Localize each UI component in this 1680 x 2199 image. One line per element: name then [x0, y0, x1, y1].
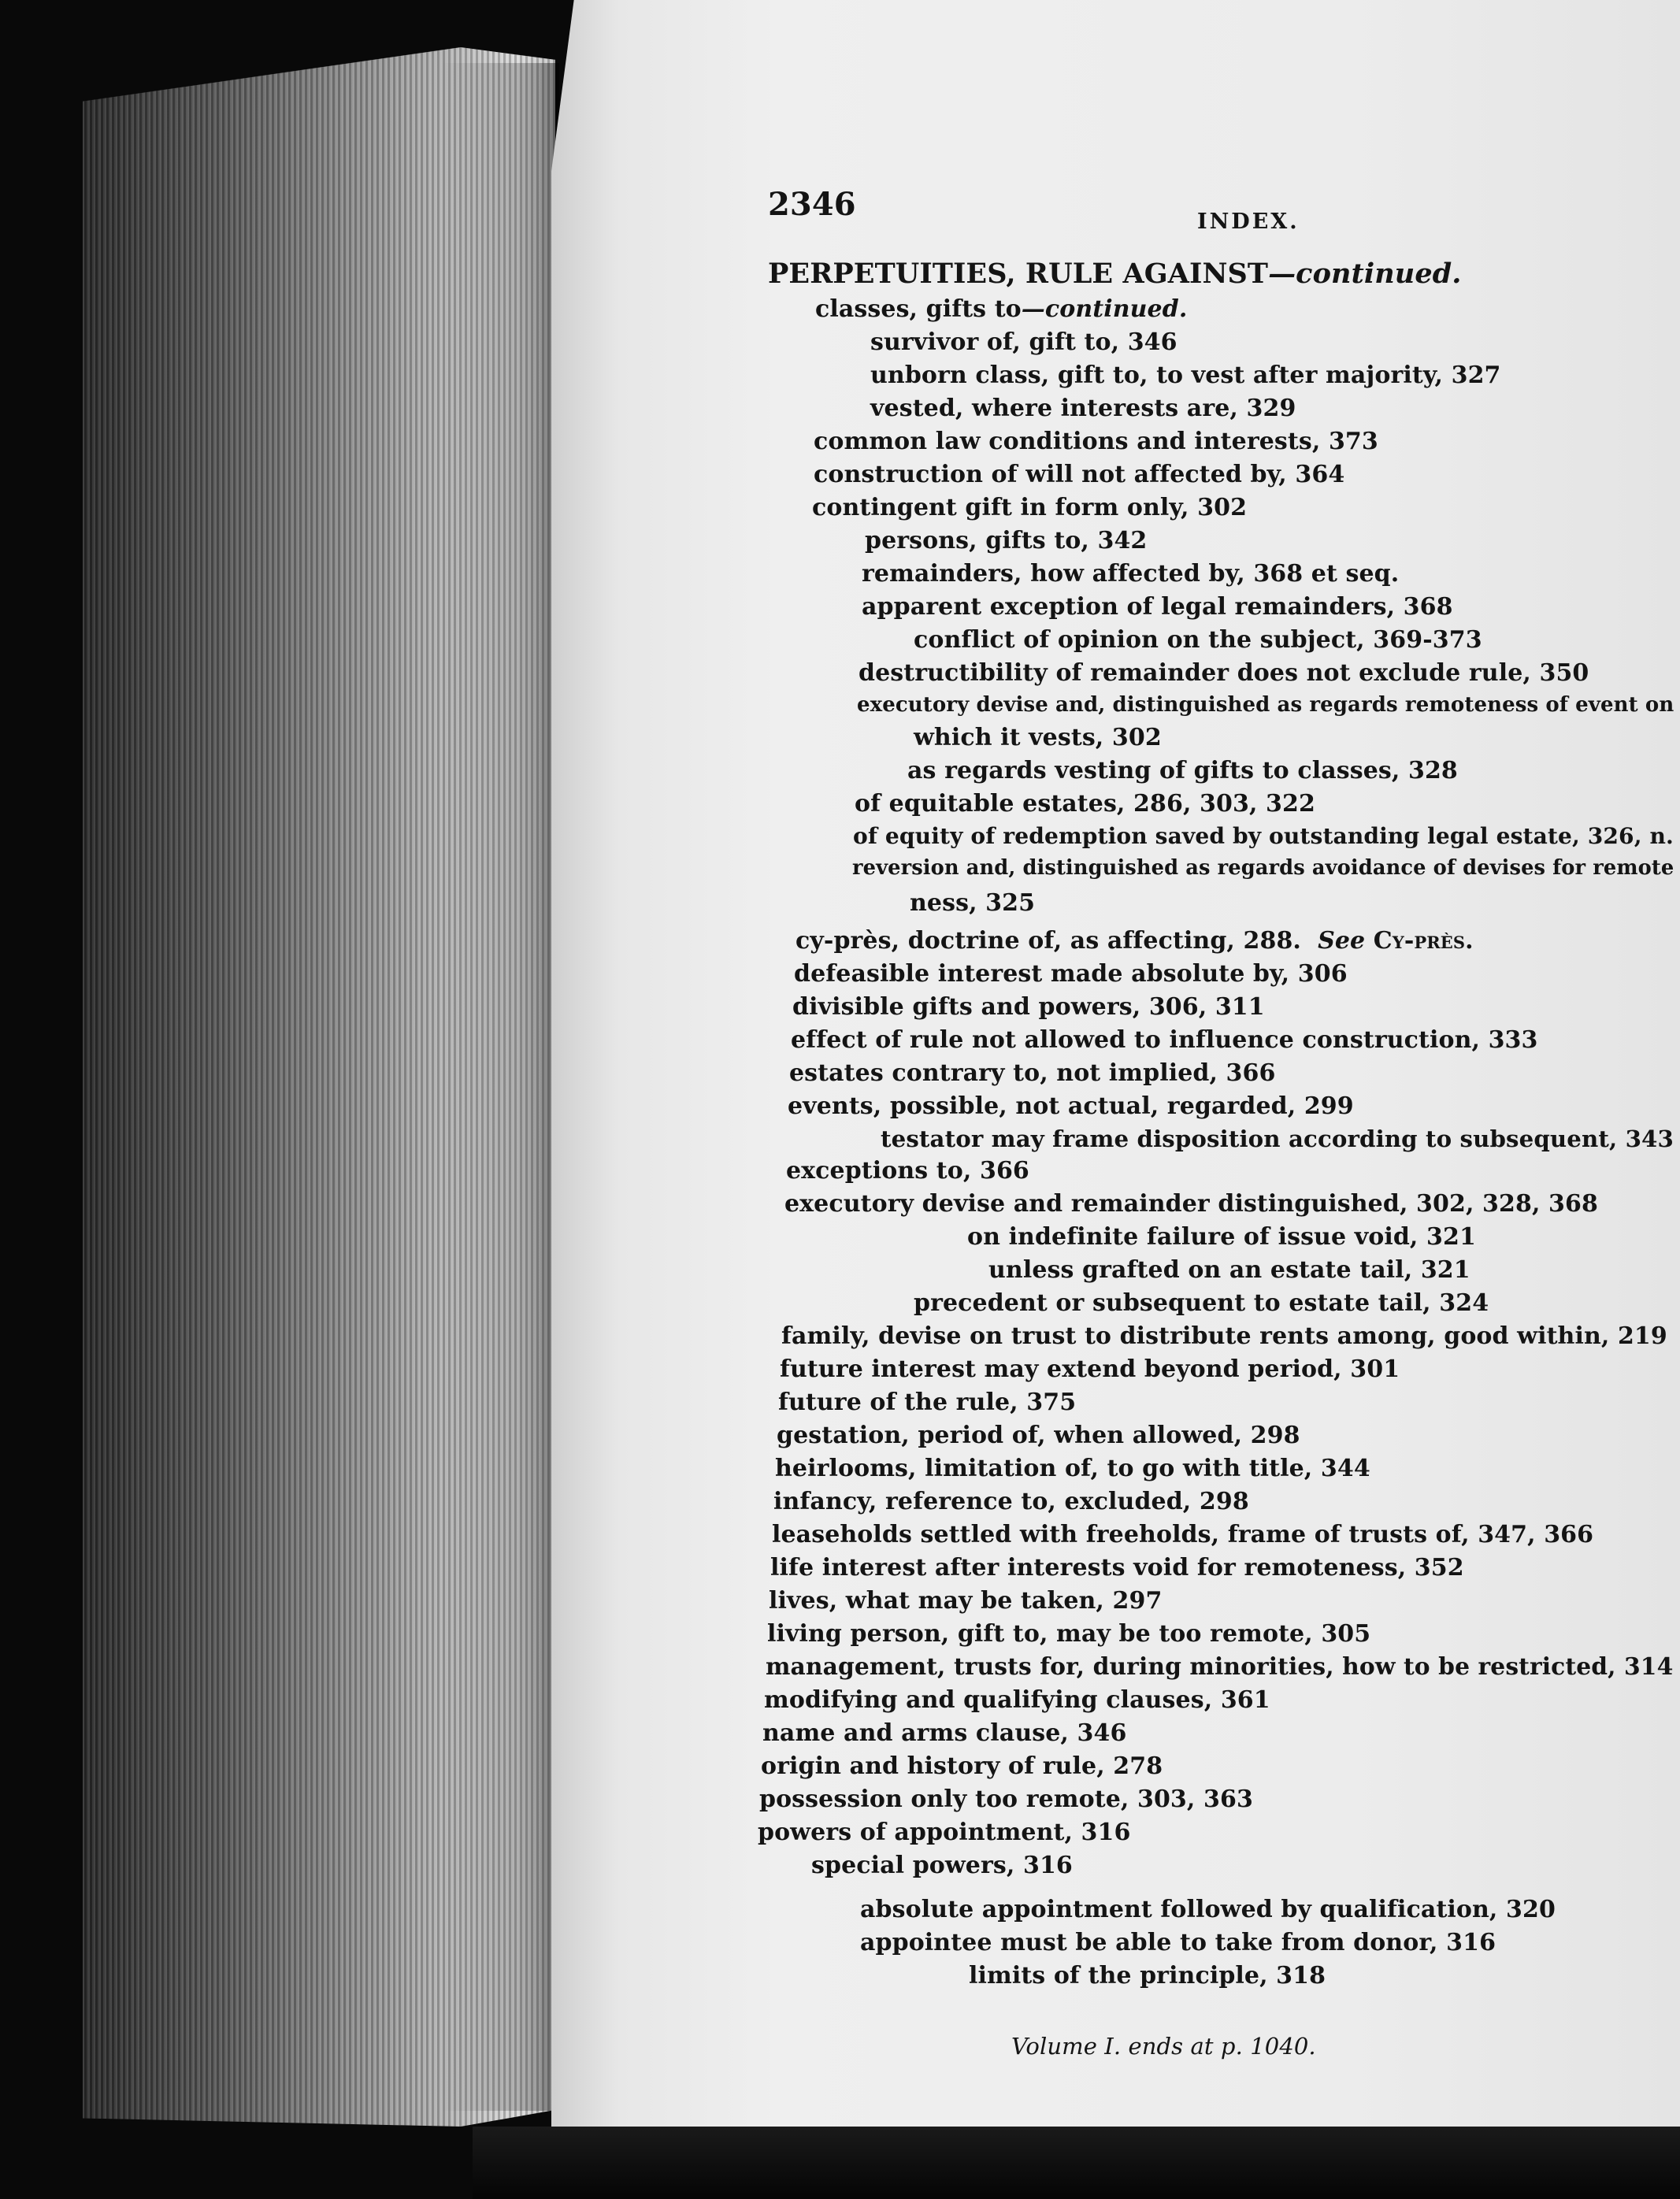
index-entry: limits of the principle, 318: [969, 1962, 1326, 1989]
index-entry: of equitable estates, 286, 303, 322: [855, 790, 1315, 818]
index-entry: of equity of redemption saved by outstanding legal estate, 326, n.: [853, 823, 1674, 849]
index-entry: as regards vesting of gifts to classes, 328: [907, 757, 1458, 784]
entry-text: classes, gifts to: [815, 295, 1022, 323]
index-entry: events, possible, not actual, regarded, 299: [788, 1092, 1354, 1120]
index-entry: unless grafted on an estate tail, 321: [988, 1256, 1470, 1284]
index-entry: apparent exception of legal remainders, 368: [862, 593, 1453, 621]
index-entry: future of the rule, 375: [778, 1389, 1077, 1416]
page-number: 2346: [768, 186, 856, 223]
index-entry: origin and history of rule, 278: [761, 1752, 1163, 1780]
index-entry: living person, gift to, may be too remote, 305: [767, 1620, 1371, 1648]
index-entry: possession only too remote, 303, 363: [759, 1786, 1253, 1813]
index-entry: estates contrary to, not implied, 366: [789, 1059, 1276, 1087]
index-entry: which it vests, 302: [914, 724, 1162, 751]
index-entry: survivor of, gift to, 346: [870, 328, 1177, 356]
index-entry: [815, 295, 1188, 323]
index-entry: life interest after interests void for remoteness, 352: [770, 1554, 1464, 1582]
entry-text: cy-près, doctrine of, as affecting, 288.: [795, 927, 1301, 955]
index-entry: reversion and, distinguished as regards avoidance of devises for remote: [852, 856, 1674, 880]
index-entry: absolute appointment followed by qualification, 320: [860, 1896, 1556, 1923]
see-label: See: [1318, 927, 1366, 955]
index-entry: testator may frame disposition according to subsequent, 343: [881, 1125, 1674, 1152]
index-entry: future interest may extend beyond period, 301: [780, 1355, 1400, 1383]
index-entry: ness, 325: [910, 889, 1036, 917]
index-entry: special powers, 316: [811, 1852, 1073, 1879]
index-entry: conflict of opinion on the subject, 369-373: [914, 626, 1482, 654]
index-entry: name and arms clause, 346: [762, 1719, 1127, 1747]
index-entry: powers of appointment, 316: [758, 1819, 1131, 1846]
index-entry: executory devise and remainder distinguished, 302, 328, 368: [784, 1190, 1598, 1218]
index-entry: precedent or subsequent to estate tail, 324: [914, 1289, 1489, 1317]
index-entry: remainders, how affected by, 368 et seq.: [862, 560, 1400, 588]
index-entry: vested, where interests are, 329: [870, 395, 1296, 422]
index-entry: appointee must be able to take from donor, 316: [860, 1929, 1496, 1956]
heading-title: PERPETUITIES, RULE AGAINST: [768, 258, 1269, 290]
heading-continued: —continued.: [1268, 258, 1462, 290]
index-entry: defeasible interest made absolute by, 306: [794, 960, 1348, 988]
footer-note: Volume I. ends at p. 1040.: [1011, 2033, 1316, 2060]
index-entry: family, devise on trust to distribute rents among, good within, 219: [781, 1322, 1667, 1350]
index-entry: destructibility of remainder does not exclude rule, 350: [859, 659, 1589, 687]
index-entry: exceptions to, 366: [786, 1157, 1029, 1185]
index-entry: management, trusts for, during minorities, how to be restricted, 314: [766, 1653, 1674, 1681]
index-entry: modifying and qualifying clauses, 361: [764, 1686, 1270, 1714]
index-entry: leaseholds settled with freeholds, frame of trusts of, 347, 366: [772, 1521, 1594, 1548]
index-entry: gestation, period of, when allowed, 298: [777, 1422, 1300, 1449]
index-entry: divisible gifts and powers, 306, 311: [792, 993, 1265, 1021]
see-target: Cy-près.: [1373, 927, 1474, 955]
index-entry: persons, gifts to, 342: [865, 527, 1148, 554]
entry-continued: —continued.: [1021, 295, 1188, 323]
index-entry: lives, what may be taken, 297: [769, 1587, 1163, 1615]
index-entry: heirlooms, limitation of, to go with title, 344: [775, 1455, 1370, 1482]
index-entry: effect of rule not allowed to influence construction, 333: [791, 1026, 1538, 1054]
index-entry: contingent gift in form only, 302: [812, 494, 1248, 521]
index-entry: unborn class, gift to, to vest after majority, 327: [870, 362, 1501, 389]
index-entry: construction of will not affected by, 364: [814, 461, 1345, 488]
index-entry: infancy, reference to, excluded, 298: [773, 1488, 1249, 1515]
index-entry: [795, 929, 1474, 953]
index-entry: common law conditions and interests, 373: [814, 428, 1378, 455]
index-entry: on indefinite failure of issue void, 321: [967, 1223, 1476, 1251]
index-entry: executory devise and, distinguished as regards remoteness of event on: [857, 693, 1674, 717]
running-head: INDEX.: [1197, 210, 1300, 234]
index-heading: [768, 258, 1462, 290]
